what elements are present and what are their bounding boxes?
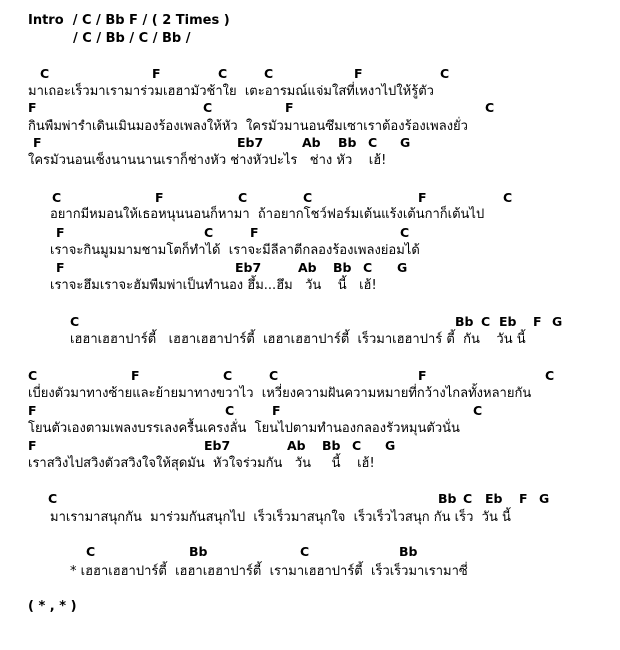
lyric-line: เราจะกินมูมมามชามโตก็ทำได้ เราจะมีลีลาตีกลองร้องเพลงย่อมได้ <box>50 243 420 258</box>
chord: F <box>418 368 427 383</box>
lyric-line: อยากมีหมอนให้เธอหนุนนอนก็หามา ถ้าอยากโชว์ฟอร์มเต้นแร้งเต้นกาก็เต้นไป <box>50 207 485 222</box>
chord: C <box>503 190 513 205</box>
chord: G <box>539 491 550 506</box>
chord: C <box>28 368 38 383</box>
chord: F <box>131 368 140 383</box>
chord: Bb <box>333 260 352 275</box>
chord: C <box>368 135 378 150</box>
chord: F <box>28 100 37 115</box>
lyric-line: เฮฮาเฮฮาปาร์ตี้ เฮฮาเฮฮาปาร์ตี้ เฮฮาเฮฮาปาร์ตี้ เร็วมาเฮฮาปาร์ ตี้ กัน วัน นี้ <box>70 332 526 347</box>
ending-repeat: ( * , * ) <box>28 599 77 614</box>
lyric-line: โยนตัวเองตามเพลงบรรเลงครื้นเครงลั่น โยนไปตามทำนองกลองรัวหมุนตัวนั่น <box>28 421 460 436</box>
chord: Bb <box>338 135 357 150</box>
chord: Eb7 <box>204 438 231 453</box>
chord: Eb <box>499 314 517 329</box>
chord: F <box>155 190 164 205</box>
chord: G <box>552 314 563 329</box>
chord: F <box>533 314 542 329</box>
chord: C <box>485 100 495 115</box>
lyric-line: เบี่ยงตัวมาทางซ้ายและย้ายมาทางขวาไว เหวี่ยงความฝันความหมายที่กว้างไกลทั้งหลายกัน <box>28 386 532 401</box>
chord: F <box>354 66 363 81</box>
chord: C <box>440 66 450 81</box>
chord: F <box>519 491 528 506</box>
chord: C <box>203 100 213 115</box>
chord: C <box>463 491 473 506</box>
chord: Bb <box>438 491 457 506</box>
chord: Eb <box>485 491 503 506</box>
chord: F <box>152 66 161 81</box>
chord: C <box>400 225 410 240</box>
chord: G <box>385 438 396 453</box>
chord: F <box>33 135 42 150</box>
chord: C <box>225 403 235 418</box>
lyric-line: มาเรามาสนุกกัน มาร่วมกันสนุกไป เร็วเร็วมาสนุกใจ เร็วเร็วไวสนุก กัน เร็ว วัน นี้ <box>50 510 511 525</box>
chord: C <box>481 314 491 329</box>
chord: Bb <box>189 544 208 559</box>
chord: Bb <box>399 544 418 559</box>
chord: C <box>300 544 310 559</box>
lyric-line: * เฮฮาเฮฮาปาร์ตี้ เฮฮาเฮฮาปาร์ตี้ เรามาเฮฮาปาร์ตี้ เร็วเร็วมาเรามาซี่ <box>70 564 468 579</box>
chord: F <box>56 225 65 240</box>
lyric-line: เราจะฮึมเราจะฮัมพืมพ่าเป็นทำนอง ฮึ้ม...ฮึม วัน นี้ เฮ้! <box>50 278 377 293</box>
chord: C <box>218 66 228 81</box>
chord: Bb <box>322 438 341 453</box>
chord: G <box>400 135 411 150</box>
chord: C <box>86 544 96 559</box>
lyric-line: เราสวิงไปสวิงตัวสวิงใจให้สุดมัน หัวใจร่วมกัน วัน นี้ เฮ้! <box>28 456 375 471</box>
chord: C <box>545 368 555 383</box>
chord: C <box>269 368 279 383</box>
chord: C <box>40 66 50 81</box>
chord: Eb7 <box>237 135 264 150</box>
lyric-line: ใครมัวนอนเซ็งนานนานเราก็ช่างหัว ช่างหัวปะไร ช่าง หัว เฮ้! <box>28 153 387 168</box>
intro-line-1: Intro / C / Bb F / ( 2 Times ) <box>28 13 230 28</box>
chord: C <box>352 438 362 453</box>
chord: C <box>473 403 483 418</box>
chord: C <box>223 368 233 383</box>
chord: F <box>56 260 65 275</box>
chord: C <box>238 190 248 205</box>
chord: C <box>303 190 313 205</box>
chord: F <box>272 403 281 418</box>
chord: F <box>28 438 37 453</box>
chord: C <box>204 225 214 240</box>
chord: Ab <box>287 438 306 453</box>
chord: C <box>70 314 80 329</box>
chord: C <box>48 491 58 506</box>
lyric-line: มาเถอะเร็วมาเรามาร่วมเฮฮามัวช้าใย เตะอารมณ์แจ่มใสที่เหงาไปให้รู้ตัว <box>28 84 434 99</box>
chord: C <box>363 260 373 275</box>
chord: Eb7 <box>235 260 262 275</box>
chord: F <box>418 190 427 205</box>
lyric-line: กินพืมพ่ารำเดินเมินมองร้องเพลงให้หัว ใครมัวมานอนซึมเซาเราต้องร้องเพลงยั่ว <box>28 119 468 134</box>
chord: F <box>285 100 294 115</box>
chord: Bb <box>455 314 474 329</box>
chord: C <box>264 66 274 81</box>
intro-line-2: / C / Bb / C / Bb / <box>73 31 191 46</box>
chord: F <box>250 225 259 240</box>
chord: C <box>52 190 62 205</box>
chord: Ab <box>298 260 317 275</box>
chord: G <box>397 260 408 275</box>
chord: Ab <box>302 135 321 150</box>
chord: F <box>28 403 37 418</box>
